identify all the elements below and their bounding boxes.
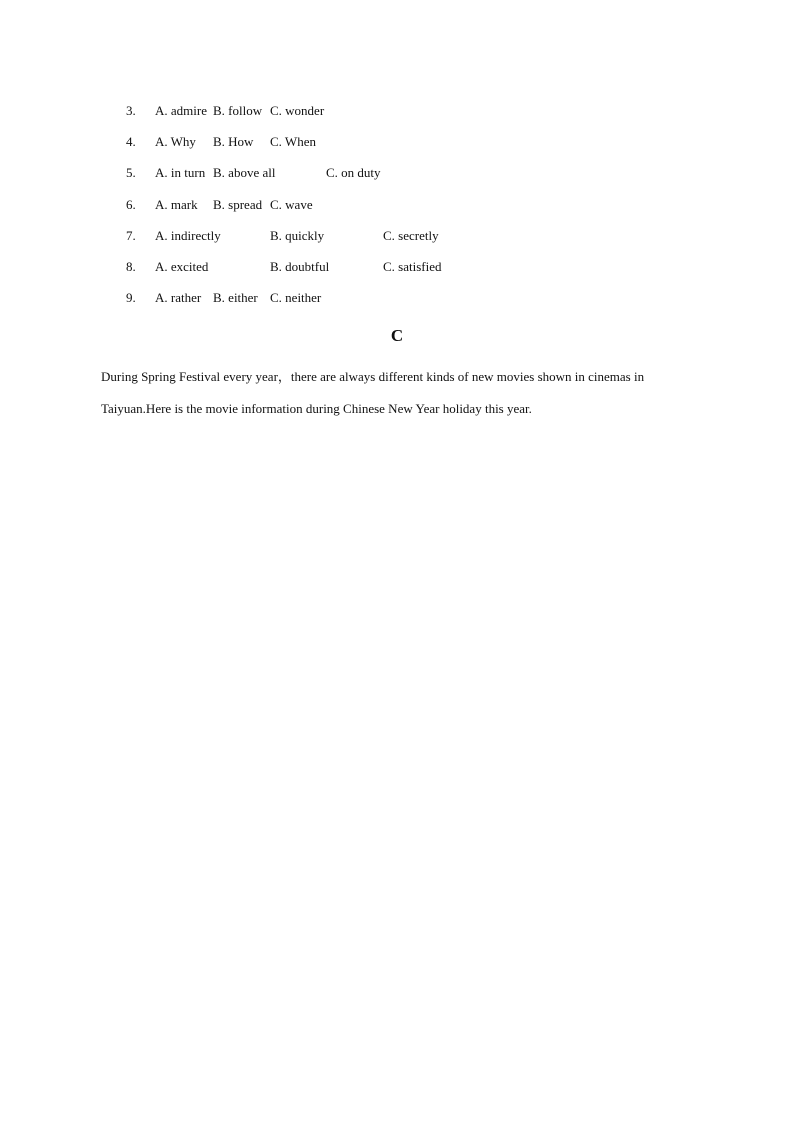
- question-item: [0, 101, 794, 132]
- question-list: [0, 101, 794, 319]
- section-heading: C: [390, 326, 404, 345]
- passage-paragraph: During Spring Festival every year，there are always different kinds of new movies shown in cinemas in Taiyuan.Here is the movie information during Chinese New Year holiday this year.: [101, 369, 645, 416]
- option-b: B. quickly: [270, 227, 325, 243]
- question-number: 3.: [126, 103, 136, 118]
- option-c: C. When: [270, 134, 316, 150]
- option-b: B. above all: [213, 165, 276, 181]
- question-number: 7.: [126, 227, 136, 243]
- question-number: 5.: [126, 165, 136, 181]
- option-b: B. doubtful: [270, 258, 330, 274]
- question-number: 4.: [126, 134, 136, 150]
- option-a: A. indirectly: [155, 227, 221, 243]
- option-a: A. admire: [155, 103, 207, 118]
- option-c: C. on duty: [326, 165, 381, 181]
- option-c: C. secretly: [383, 227, 439, 243]
- option-b: B. How: [213, 134, 254, 150]
- option-a: A. in turn: [155, 165, 206, 181]
- question-number: 8.: [126, 258, 136, 274]
- question-item: [0, 132, 794, 163]
- option-b: B. spread: [213, 196, 263, 212]
- question-item: [0, 288, 794, 319]
- question-item: [0, 195, 794, 226]
- option-c: C. neither: [270, 290, 322, 306]
- option-a: A. rather: [155, 290, 202, 306]
- option-b: B. follow: [213, 103, 263, 118]
- option-a: A. mark: [155, 196, 198, 212]
- option-b: B. either: [213, 290, 258, 306]
- question-item: [0, 226, 794, 257]
- question-item: [0, 163, 794, 194]
- option-c: C. wave: [270, 196, 313, 212]
- question-number: 6.: [126, 196, 136, 212]
- question-number: 9.: [126, 290, 136, 306]
- option-c: C. satisfied: [383, 258, 442, 274]
- question-item: [0, 257, 794, 288]
- option-a: A. Why: [155, 134, 196, 150]
- option-a: A. excited: [155, 258, 209, 274]
- option-c: C. wonder: [270, 103, 325, 118]
